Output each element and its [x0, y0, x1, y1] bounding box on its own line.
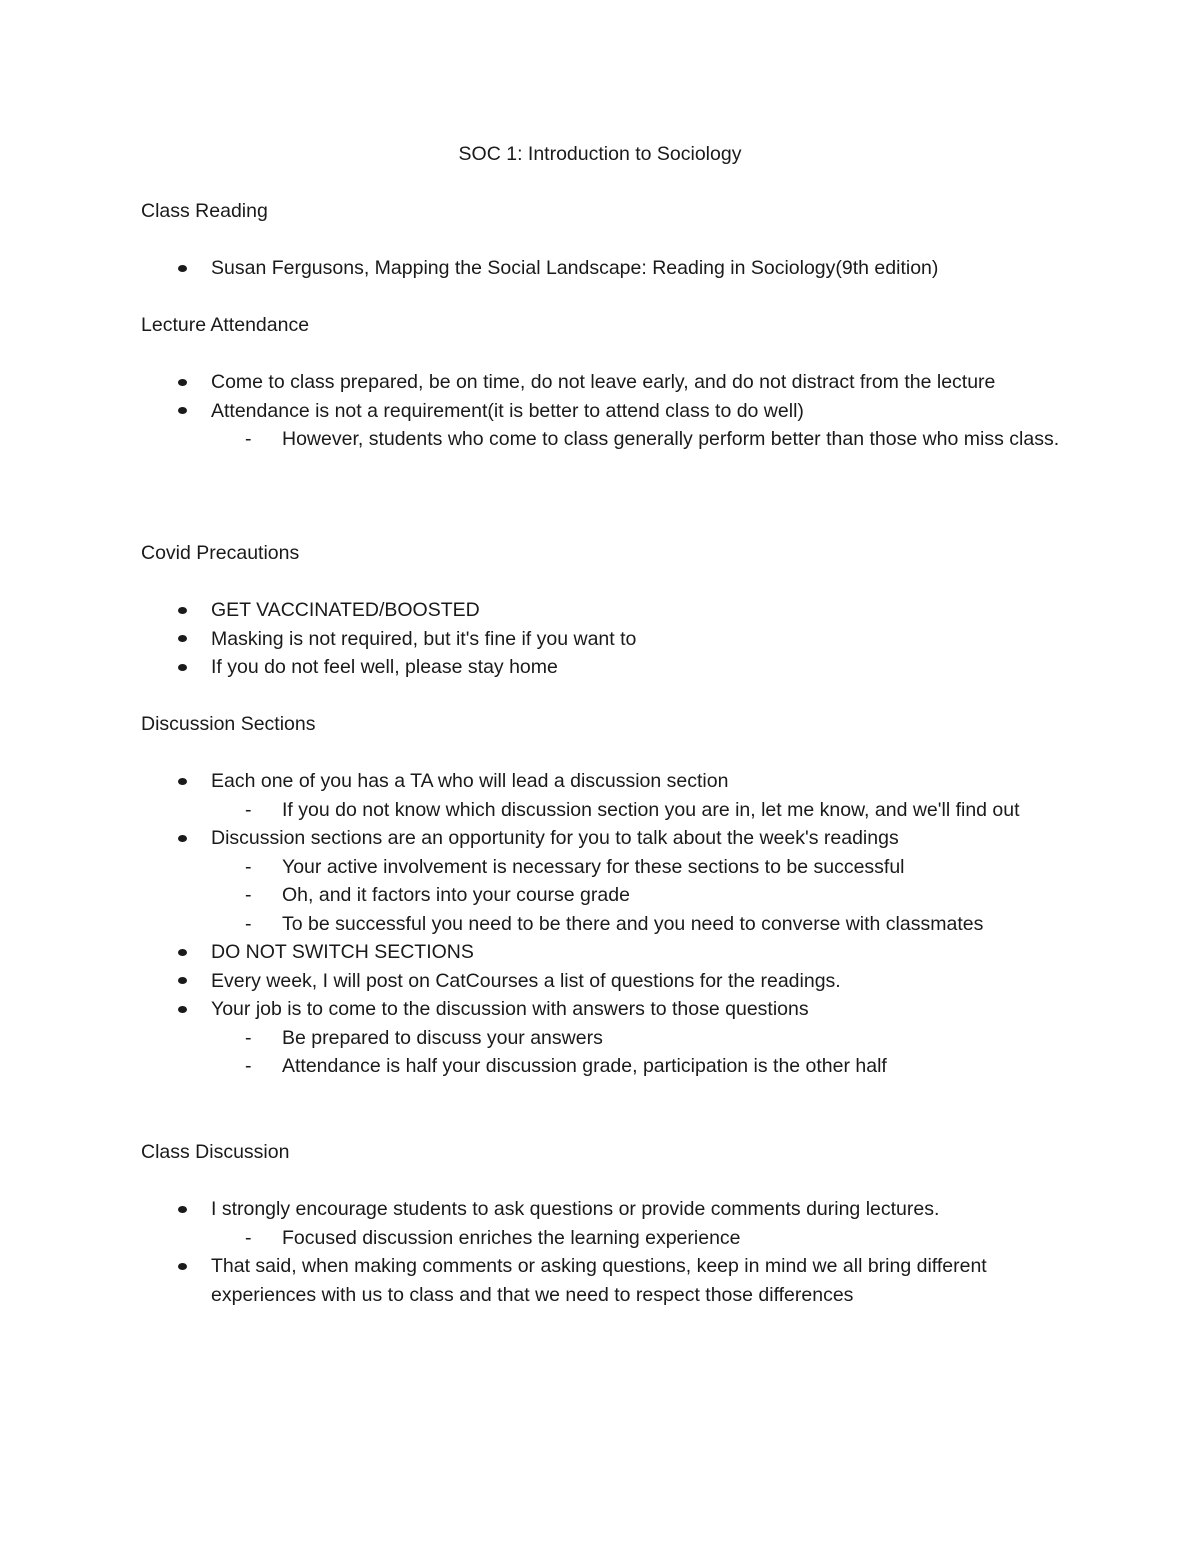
bullet-dot-icon — [178, 407, 187, 414]
bullet-dot-icon — [178, 835, 187, 842]
dash-icon: - — [245, 1055, 252, 1077]
dash-icon: - — [245, 855, 252, 878]
list-item: Come to class prepared, be on time, do not leave early, and do not distract from the lecture — [141, 368, 1081, 397]
document-title: SOC 1: Introduction to Sociology — [458, 143, 742, 165]
sub-list-item: - Be prepared to discuss your answers — [211, 1024, 1081, 1053]
list-item: Masking is not required, but it's fine if you want to — [141, 625, 1081, 654]
section-covid-precautions — [141, 539, 1081, 682]
sub-list-item: - Attendance is half your discussion grade, participation is the other half — [211, 1052, 1081, 1081]
sub-list-item: - To be successful you need to be there and you need to converse with classmates — [211, 910, 1081, 939]
bullet-list — [141, 368, 1081, 454]
bullet-dot-icon — [178, 664, 187, 671]
sub-list-item: - Focused discussion enriches the learning experience — [211, 1224, 1081, 1253]
bullet-list — [141, 596, 1081, 682]
bullet-dot-icon — [178, 977, 187, 984]
section-class-reading — [141, 197, 1081, 283]
section-lecture-attendance — [141, 311, 1081, 454]
sub-list — [211, 796, 1081, 825]
sub-list-item: - However, students who come to class generally perform better than those who miss class. — [211, 425, 1081, 454]
bullet-dot-icon — [178, 949, 187, 956]
list-item: Your job is to come to the discussion with answers to those questions - Be prepared to discuss your answers - Attendance is half your discussion grade, participation is the other half — [141, 995, 1081, 1081]
dash-icon: - — [245, 1226, 252, 1249]
section-heading: Covid Precautions — [141, 542, 300, 564]
sub-list — [211, 853, 1081, 939]
sub-list — [211, 1224, 1081, 1253]
section-discussion-sections — [141, 710, 1081, 1081]
sub-list-item: - If you do not know which discussion section you are in, let me know, and we'll find out — [211, 796, 1081, 825]
section-heading: Lecture Attendance — [141, 314, 310, 336]
sub-list — [211, 425, 1081, 454]
list-item: Each one of you has a TA who will lead a discussion section - If you do not know which discussion section you are in, let me know, and we'll find out — [141, 767, 1081, 824]
list-item: DO NOT SWITCH SECTIONS — [141, 938, 1081, 967]
bullet-list — [141, 767, 1081, 1081]
bullet-dot-icon — [178, 379, 187, 386]
bullet-dot-icon — [178, 1263, 187, 1270]
sub-list-item: - Your active involvement is necessary for these sections to be successful — [211, 853, 1081, 882]
bullet-list — [141, 1195, 1081, 1309]
dash-icon: - — [245, 798, 252, 821]
section-heading: Class Discussion — [141, 1141, 290, 1163]
sub-list-item: - Oh, and it factors into your course grade — [211, 881, 1081, 910]
section-class-discussion — [141, 1138, 1081, 1309]
bullet-dot-icon — [178, 607, 187, 614]
list-item: Discussion sections are an opportunity for you to talk about the week's readings - Your active involvement is necessary for these sections to be successful - Oh, and it factors into your course grade - To be successful you need to be there and you need to converse with classmates — [141, 824, 1081, 938]
list-item: I strongly encourage students to ask questions or provide comments during lectures. - Focused discussion enriches the learning experience — [141, 1195, 1081, 1252]
dash-icon: - — [245, 428, 252, 450]
list-item: GET VACCINATED/BOOSTED — [141, 596, 1081, 625]
dash-icon: - — [245, 1026, 252, 1049]
sub-list — [211, 1024, 1081, 1081]
bullet-dot-icon — [178, 635, 187, 642]
list-item: If you do not feel well, please stay home — [141, 653, 1081, 682]
dash-icon: - — [245, 912, 252, 935]
list-item: Attendance is not a requirement(it is better to attend class to do well) - However, students who come to class generally perform better than those who miss class. — [141, 397, 1081, 454]
bullet-dot-icon — [178, 265, 187, 272]
bullet-dot-icon — [178, 1206, 187, 1213]
bullet-dot-icon — [178, 1006, 187, 1013]
section-heading: Class Reading — [141, 200, 268, 222]
list-item: Susan Fergusons, Mapping the Social Landscape: Reading in Sociology(9th edition) — [141, 254, 1081, 283]
list-item: That said, when making comments or asking questions, keep in mind we all bring different experiences with us to class and that we need to respect those differences — [141, 1252, 1081, 1309]
bullet-dot-icon — [178, 778, 187, 785]
list-item: Every week, I will post on CatCourses a list of questions for the readings. — [141, 967, 1081, 996]
dash-icon: - — [245, 884, 252, 906]
bullet-list — [141, 254, 1081, 283]
section-heading: Discussion Sections — [141, 713, 316, 735]
